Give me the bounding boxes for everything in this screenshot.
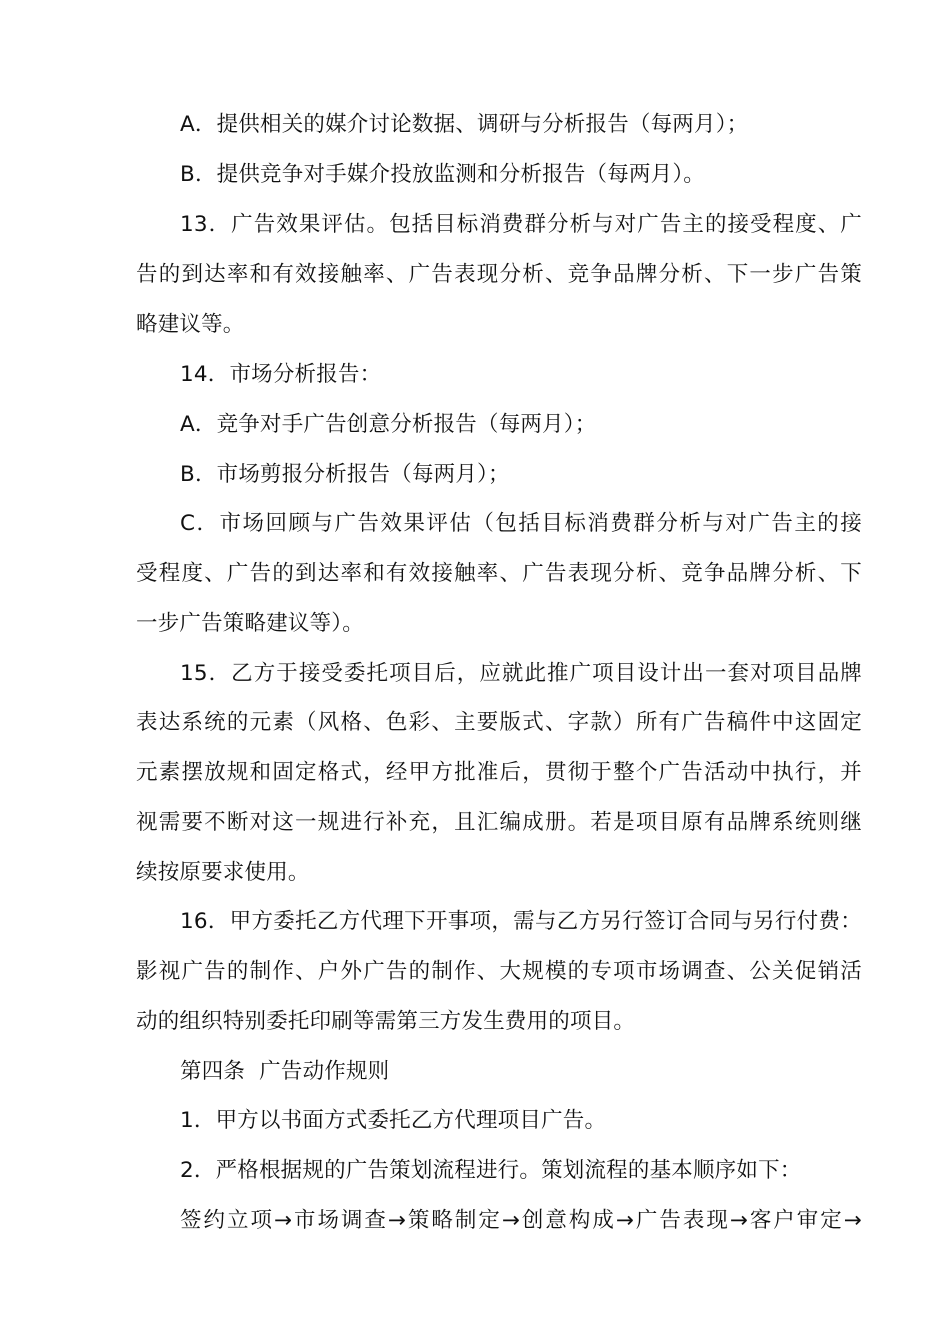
text-line: 签约立项→市场调查→策略制定→创意构成→广告表现→客户审定→ bbox=[180, 1208, 862, 1233]
text-line: 元素摆放规和固定格式，经甲方批准后，贯彻于整个广告活动中执行，并 bbox=[136, 760, 862, 785]
text-line: 续按原要求使用。 bbox=[136, 860, 310, 885]
text-line: A．提供相关的媒介讨论数据、调研与分析报告（每两月）； bbox=[180, 112, 749, 137]
text-line: 表达系统的元素（风格、色彩、主要版式、字款）所有广告稿件中这固定 bbox=[136, 710, 862, 735]
text-line: 影视广告的制作、户外广告的制作、大规模的专项市场调查、公关促销活 bbox=[136, 959, 862, 984]
text-line: B．提供竞争对手媒介投放监测和分析报告（每两月）。 bbox=[180, 162, 706, 187]
text-line: 略建议等。 bbox=[136, 312, 245, 337]
text-line: 告的到达率和有效接触率、广告表现分析、竞争品牌分析、下一步广告策 bbox=[136, 262, 862, 287]
text-line: 动的组织特别委托印刷等需第三方发生费用的项目。 bbox=[136, 1009, 636, 1034]
text-line: 受程度、广告的到达率和有效接触率、广告表现分析、竞争品牌分析、下 bbox=[136, 561, 862, 586]
text-line: 16．甲方委托乙方代理下开事项，需与乙方另行签订合同与另行付费： bbox=[180, 909, 862, 934]
text-line: 15．乙方于接受委托项目后，应就此推广项目设计出一套对项目品牌 bbox=[180, 661, 862, 686]
text-line: 14．市场分析报告： bbox=[180, 362, 382, 387]
text-line: C．市场回顾与广告效果评估（包括目标消费群分析与对广告主的接 bbox=[180, 511, 862, 536]
text-line: 一步广告策略建议等）。 bbox=[136, 611, 364, 636]
text-line: A．竞争对手广告创意分析报告（每两月）； bbox=[180, 412, 597, 437]
text-line: 13．广告效果评估。包括目标消费群分析与对广告主的接受程度、广 bbox=[180, 212, 862, 237]
text-line: B．市场剪报分析报告（每两月）； bbox=[180, 462, 510, 487]
text-line: 1．甲方以书面方式委托乙方代理项目广告。 bbox=[180, 1108, 607, 1133]
text-line: 2．严格根据规的广告策划流程进行。策划流程的基本顺序如下： bbox=[180, 1158, 802, 1183]
section-heading: 第四条 广告动作规则 bbox=[180, 1059, 390, 1084]
text-line: 视需要不断对这一规进行补充，且汇编成册。若是项目原有品牌系统则继 bbox=[136, 810, 862, 835]
